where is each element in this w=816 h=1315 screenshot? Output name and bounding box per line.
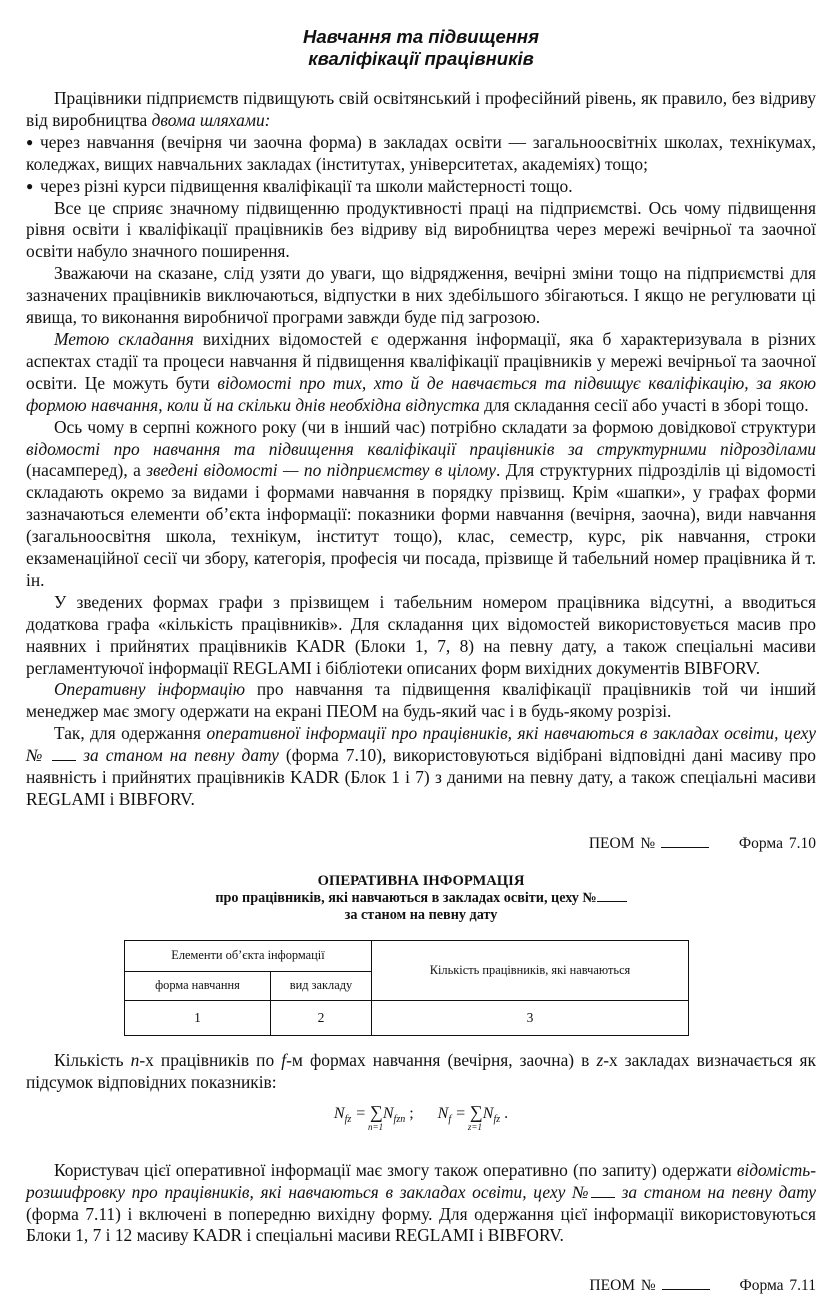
formula-rhs-2-sub: fz	[493, 1113, 501, 1125]
form-number: Форма 7.10	[738, 834, 816, 852]
formula-lhs-1: N	[333, 1104, 345, 1122]
title-line-1: Навчання та підвищення	[303, 26, 539, 47]
p3-text-2: для складання сесії або участі в зборі тощо.	[479, 394, 809, 415]
document-page	[26, 26, 816, 1315]
paragraph-8	[26, 1050, 816, 1094]
p7-italic-2: за станом на певну дату	[83, 745, 279, 766]
p6-text-1: про навчання та підвищення кваліфікації працівників той чи інший менеджер має змогу одержати на екрані ПЕОМ на будь-який час і в будь-якому розрізі.	[26, 679, 816, 722]
blank-line	[591, 1197, 615, 1198]
formula-lhs-1-sub: fz	[344, 1113, 352, 1125]
number-cell-1: 1	[125, 1000, 271, 1035]
bullet-text-2: через різні курси підвищення кваліфікації та школи майстерності тощо.	[40, 175, 573, 196]
blank-line	[661, 847, 709, 848]
form-number: Форма 7.11	[739, 1277, 816, 1295]
p8-text-4: -х закладах визначається як підсумок відповідних показників:	[26, 1049, 816, 1092]
p9-italic-1: відомість-розшифровку про працівників, які навчаються в закладах освіти, цеху №	[26, 1159, 816, 1202]
p8-var-f: f	[281, 1049, 287, 1070]
number-cell-3: 3	[372, 1000, 689, 1035]
p7-text-2: (форма 7.10), використовуються відібрані відповідні дані масиву про наявність і прийнятих працівників KADR (Блок 1 і 7) з даними на певну дату, а також спеціальні масиви REGLAMI і BIBFORV.	[26, 745, 816, 809]
paragraph-2: Зважаючи на сказане, слід узяти до уваги, що відрядження, вечірні зміни тощо на підприємстві для зазначених працівників виключаються, відпустки в них здебільшого збігаються. І якщо не регулювати ці явища, то виконання виробничої програми завжди буде під загрозою.	[26, 263, 816, 328]
p8-text-2: -х працівників по	[139, 1049, 282, 1070]
intro-text: Працівники підприємств підвищують свій освітянський і професійний рівень, як правило, без відриву від виробництва	[26, 88, 816, 130]
formula-lhs-2-sub: f	[448, 1113, 452, 1125]
p4-text-3: . Для структурних підрозділів ці відомості складають окремо за видами і формами навчання в порядку прізвищ. Крім «шапки», у графах форми зазначаються елементи об’єкта інформації: показники форми навчання (вечірня, заочна), види навчання (загальноосвітня школа, технікум, інститут тощо), клас, семестр, курс, рік навчання, строки екзаменаційної сесії чи збору, категорія, професія чи посада, прізвище й табельний номер працівника й т. ін.	[26, 460, 816, 590]
col-type-cell: вид закладу	[271, 971, 372, 1000]
p4-italic-1: відомості про навчання та підвищення кваліфікації працівників за структурними підрозділами	[26, 438, 816, 459]
p6-italic-1: Оперативну інформацію	[54, 679, 246, 700]
table-number-row	[125, 1000, 689, 1035]
intro-paragraph	[26, 88, 816, 132]
bullet-item-2	[26, 176, 816, 198]
formula-limit-1: n=1	[368, 1121, 384, 1132]
formula-lhs-2: N	[437, 1104, 449, 1122]
form-title-line-3: за станом на певну дату	[344, 906, 498, 923]
bullet-text-1: через навчання (вечірня чи заочна форма) в закладах освіти — загальноосвітніх школах, технікумах, коледжах, вищих навчальних закладах (інститутах, університетах, академіях) тощо;	[26, 131, 816, 174]
paragraph-3	[26, 329, 816, 417]
page-title	[26, 26, 816, 70]
p9-italic-2: за станом на певну дату	[621, 1181, 816, 1202]
p9-text-1: Користувач цієї оперативної інформації має змогу також оперативно (по запиту) одержати	[54, 1159, 737, 1180]
form-reference-2	[26, 1277, 816, 1295]
p7-italic-1: оперативної інформації про працівників, які навчаються в закладах освіти, цеху №	[26, 723, 816, 766]
count-header-cell: Кількість працівників, які навчаються	[372, 940, 689, 1000]
peom-label: ПЕОМ №	[588, 834, 656, 852]
formula-rhs-1-sub: fzn	[393, 1113, 406, 1125]
p4-italic-2: зведені відомості — по підприємству в цілому	[146, 460, 496, 481]
p4-text-2: (насамперед), а	[26, 460, 147, 481]
form-title	[26, 873, 816, 924]
bullet-item-1	[26, 132, 816, 176]
formula	[26, 1102, 816, 1138]
col-form-cell: форма навчання	[125, 971, 271, 1000]
paragraph-5: У зведених формах графи з прізвищем і табельним номером працівника відсутні, а вводиться додаткова графа «кількість працівників». Для складання цих відомостей використовується масив про наявних і прийнятих працівників KADR (Блоки 1, 7, 8) на певну дату, а також спеціальні масиви регламентуючої інформації REGLAMI і бібліотеки описаних форм вихідних документів BIBFORV.	[26, 591, 816, 678]
p3-text-1: вихідних відомостей є одержання інформації, яка б характеризувала в різних аспектах стадії та процеси навчання й підвищення кваліфікації працівників у мережі вечірньої та заочної освіти. Це можуть бути	[26, 328, 816, 393]
formula-rhs-1: N	[382, 1104, 394, 1122]
bullet-icon: ●	[26, 178, 34, 193]
formula-limit-2: z=1	[467, 1121, 482, 1132]
form-title-line-2-text: про працівників, які навчаються в закладах освіти, цеху №	[215, 889, 597, 906]
sum-icon: ∑ n=1	[368, 1101, 384, 1132]
paragraph-6	[26, 679, 816, 723]
p8-text-3: -м формах навчання (вечірня, заочна) в	[286, 1049, 597, 1070]
blank-line	[662, 1289, 710, 1290]
p8-text-1: Кількість	[54, 1049, 131, 1070]
intro-italic: двома шляхами:	[151, 109, 271, 130]
formula-separator: ;	[409, 1104, 414, 1122]
formula-rhs-2: N	[482, 1104, 494, 1122]
blank-line	[597, 901, 627, 902]
peom-label: ПЕОМ №	[589, 1277, 656, 1295]
form-title-line-1: ОПЕРАТИВНА ІНФОРМАЦІЯ	[317, 872, 525, 889]
formula-part-1: $N_{fz}$ = ∑ n=1 $N_{fzn}$ ;	[333, 1101, 414, 1132]
bullet-icon: ●	[26, 134, 34, 149]
p9-text-2: (форма 7.11) і включені в попередню вихідну форму. Для одержання цієї інформації використовуються Блоки 1, 7 і 12 масиву KADR і спеціальні масиви REGLAMI і BIBFORV.	[26, 1203, 816, 1246]
paragraph-7	[26, 723, 816, 811]
form-title-line-2	[26, 890, 816, 907]
table-header-row	[125, 940, 689, 971]
title-line-2: кваліфікації працівників	[308, 48, 534, 69]
paragraph-4	[26, 417, 816, 592]
p3-italic-2: відомості про тих, хто й де навчається та підвищує кваліфікацію, за якою формою навчання, коли й на скільки днів необхідна відпустка	[26, 372, 816, 415]
number-cell-2: 2	[271, 1000, 372, 1035]
group-header-cell: Елементи об’єкта інформації	[125, 940, 372, 971]
formula-end: .	[504, 1104, 509, 1122]
p4-text-1: Ось чому в серпні кожного року (чи в інший час) потрібно складати за формою довідкової структури	[54, 416, 816, 437]
p3-italic-1: Метою складання	[54, 328, 194, 349]
formula-part-2: $N_f$ = ∑ z=1 $N_{fz}$ .	[437, 1101, 509, 1132]
paragraph-1: Все це сприяє значному підвищенню продуктивності праці на підприємстві. Ось чому підвищення рівня освіти і кваліфікації працівників без відриву від виробництва через мережі вечірньої та заочної освіти набуло значного поширення.	[26, 197, 816, 262]
p7-text-1: Так, для одержання	[54, 723, 207, 744]
paragraph-9	[26, 1160, 816, 1248]
form-table	[124, 940, 689, 1036]
blank-line	[52, 760, 76, 761]
sum-icon: ∑ z=1	[467, 1101, 483, 1132]
p8-var-z: z	[596, 1049, 604, 1070]
form-reference-1	[26, 835, 816, 853]
p8-var-n: n	[130, 1049, 140, 1070]
